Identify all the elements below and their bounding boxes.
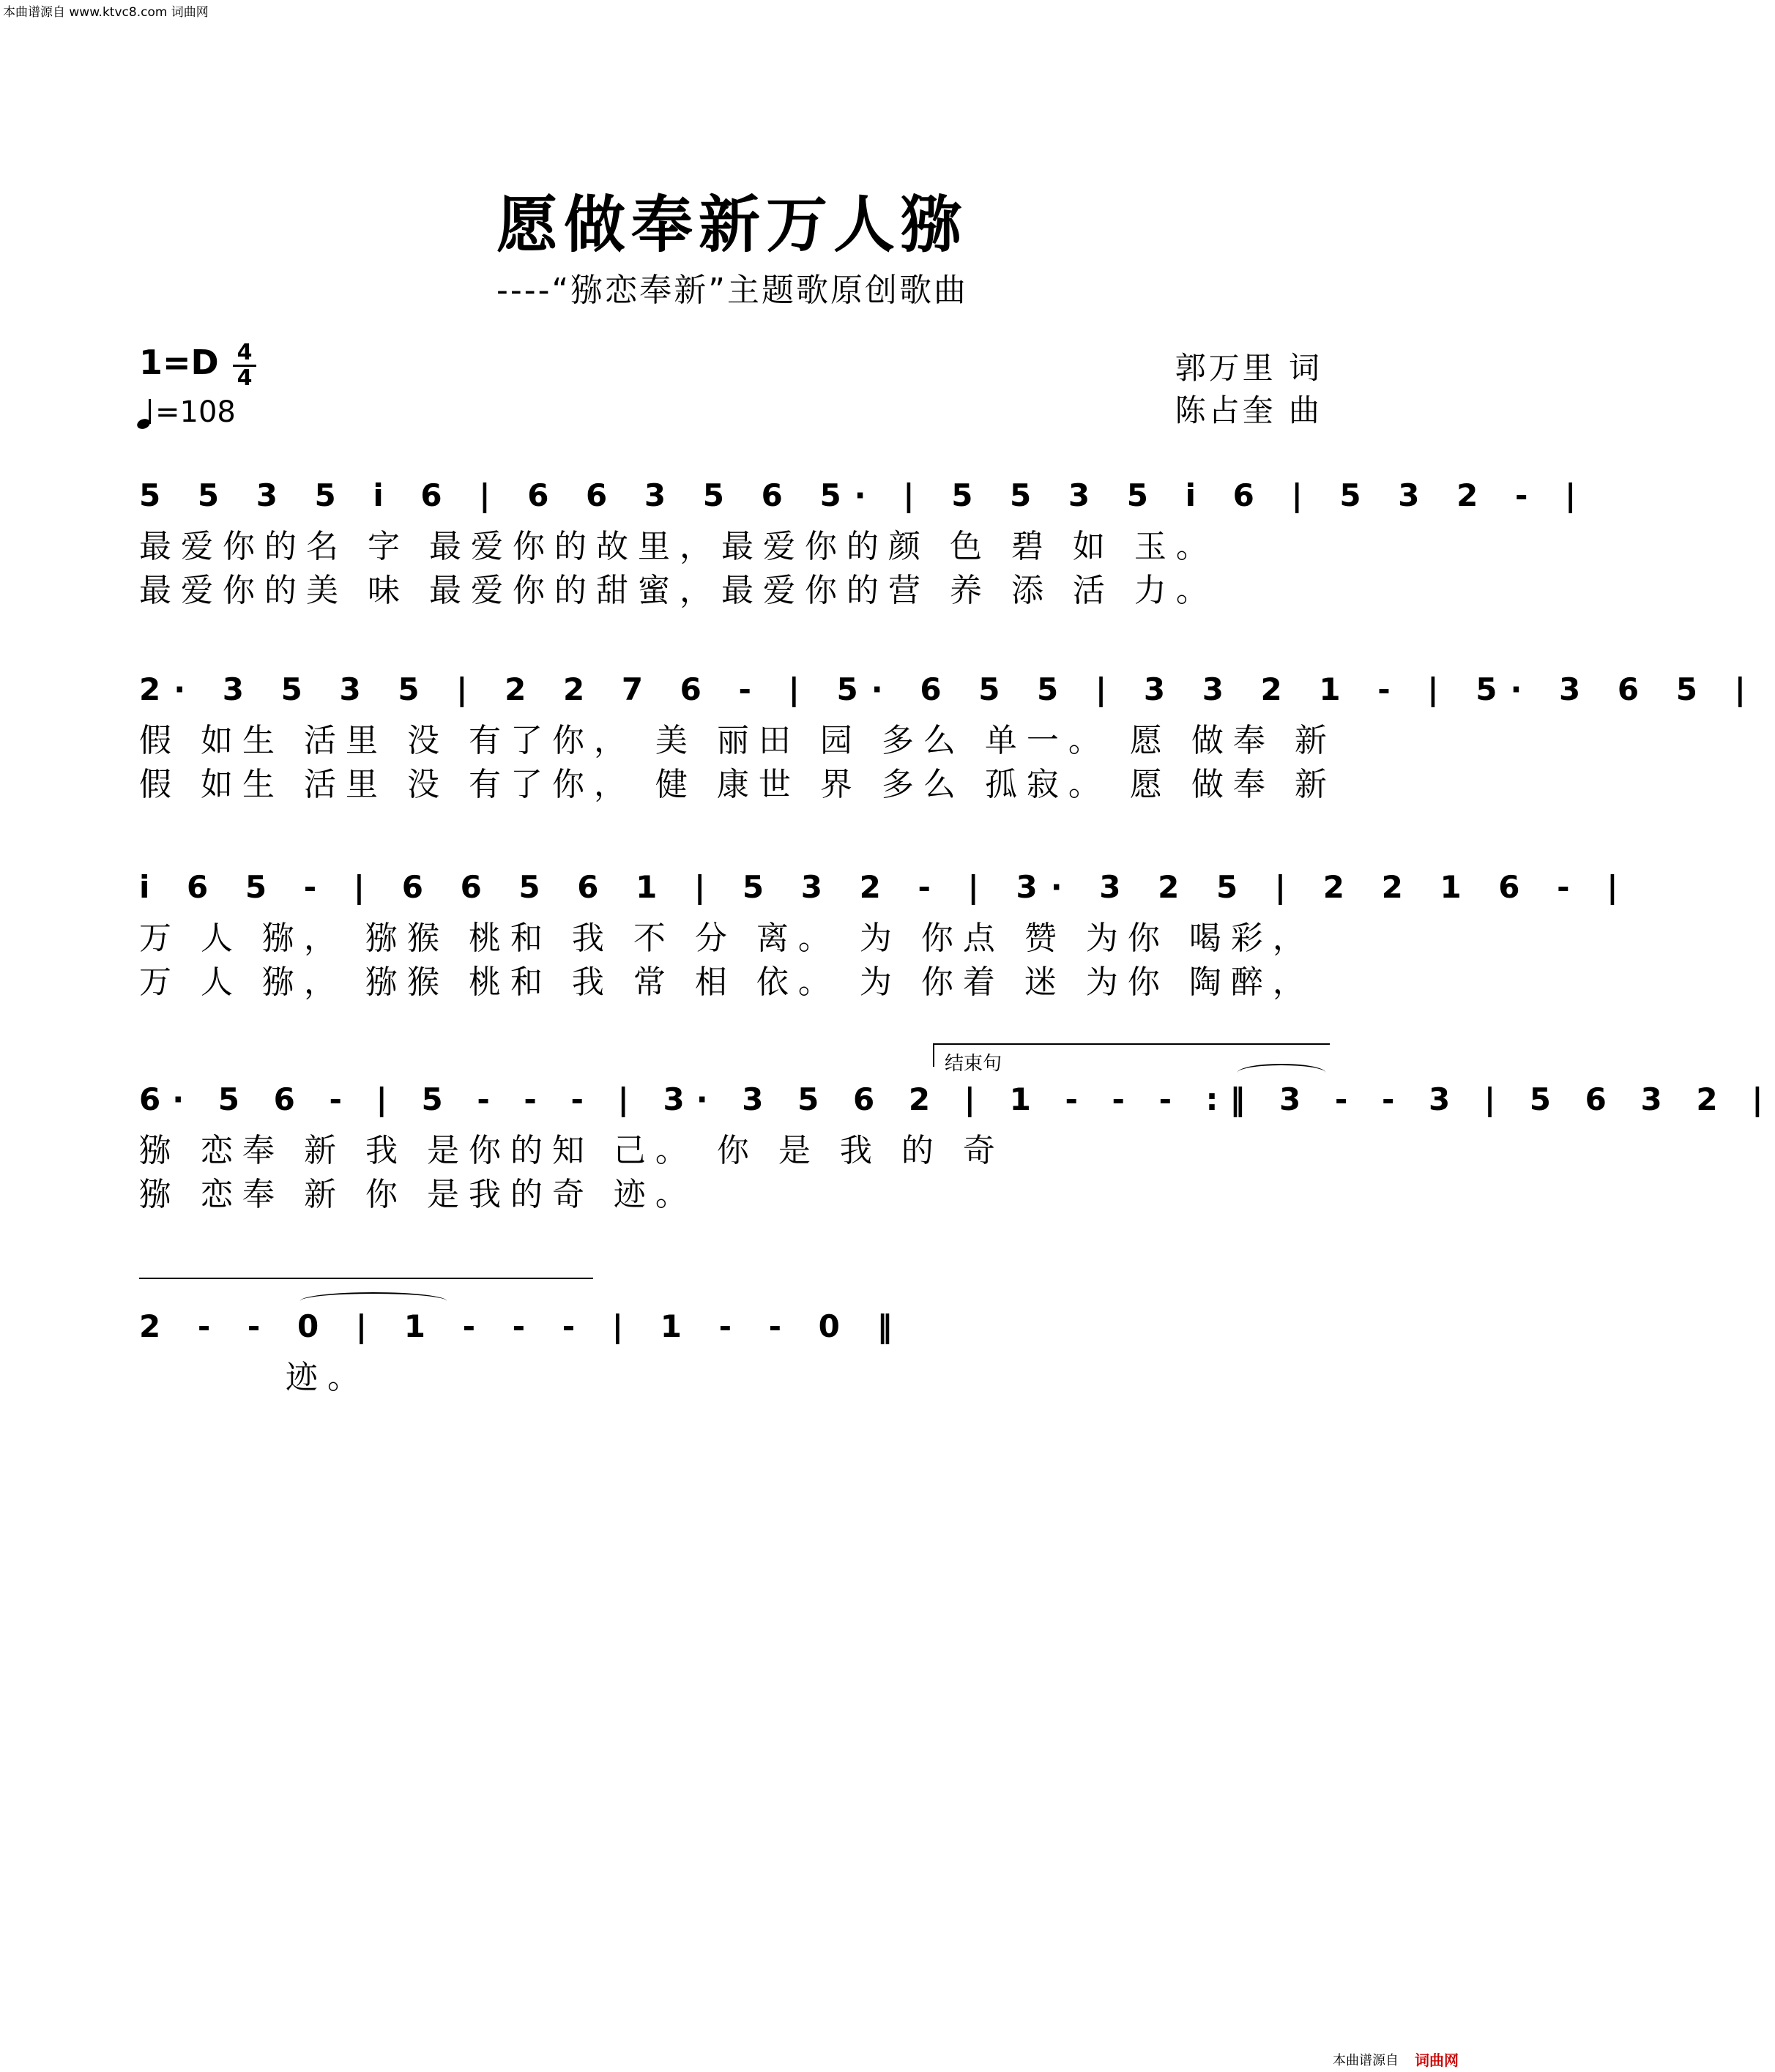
time-signature-bottom: 4 <box>237 365 253 391</box>
time-signature-top: 4 <box>237 340 253 365</box>
lyrics-verse-2: 假 如生 活里 没 有了你， 健 康世 界 多么 孤寂。 愿 做奉 新 <box>139 766 1336 803</box>
ending-label: 结束句 <box>945 1053 1002 1075</box>
song-subtitle: ----“猕恋奉新”主题歌原创歌曲 <box>496 272 969 309</box>
notes-line: 6· 5 6 - | 5 - - - | 3· 3 5 6 2 | 1 - - - :‖ 3 - - 3 | 5 6 3 2 | <box>139 1081 1775 1117</box>
song-title: 愿做奉新万人猕 <box>496 188 968 261</box>
continuation-line <box>139 1278 593 1279</box>
notes-line: 2 - - 0 | 1 - - - | 1 - - 0 ‖ <box>139 1308 906 1344</box>
composer: 陈占奎 曲 <box>1175 392 1322 428</box>
lyrics-verse-1: 假 如生 活里 没 有了你， 美 丽田 园 多么 单一。 愿 做奉 新 <box>139 722 1336 759</box>
key-signature: 1=D <box>139 343 219 382</box>
quarter-note-icon <box>136 398 155 430</box>
footer-logo: 词曲网 <box>1415 2051 1459 2069</box>
notes-line: 2· 3 5 3 5 | 2 2 7 6 - | 5· 6 5 5 | 3 3 2 1 - | 5· 3 6 5 | <box>139 671 1759 707</box>
slur-mark <box>1238 1064 1325 1081</box>
lyrics-verse-1: 万 人 猕， 猕猴 桃和 我 不 分 离。 为 你点 赞 为你 喝彩， <box>139 920 1314 957</box>
lyrics-verse-1: 最爱你的名 字 最爱你的故里，最爱你的颜 色 碧 如 玉。 <box>139 528 1218 565</box>
lyrics-verse-1: 迹。 <box>286 1359 369 1396</box>
tempo-value: =108 <box>155 395 236 429</box>
footer-source: 本曲谱源自 <box>1333 2053 1399 2068</box>
notes-line: i 6 5 - | 6 6 5 6 1 | 5 3 2 - | 3· 3 2 5 | 2 2 1 6 - | <box>139 868 1631 905</box>
lyrics-verse-2: 猕 恋奉 新 你 是我的奇 迹。 <box>139 1176 697 1213</box>
tie-mark <box>300 1292 447 1310</box>
header-note: 本曲谱源自 www.ktvc8.com 词曲网 <box>3 5 209 20</box>
time-signature <box>230 341 259 390</box>
lyricist: 郭万里 词 <box>1175 350 1322 386</box>
notes-line: 5 5 3 5 i 6 | 6 6 3 5 6 5· | 5 5 3 5 i 6 | 5 3 2 - | <box>139 477 1590 513</box>
tempo-marking <box>136 395 236 430</box>
lyrics-verse-2: 最爱你的美 味 最爱你的甜蜜，最爱你的营 养 添 活 力。 <box>139 572 1218 609</box>
lyrics-verse-1: 猕 恋奉 新 我 是你的知 己。 你 是 我 的 奇 <box>139 1132 1005 1169</box>
lyrics-verse-2: 万 人 猕， 猕猴 桃和 我 常 相 依。 为 你着 迷 为你 陶醉， <box>139 964 1314 1001</box>
